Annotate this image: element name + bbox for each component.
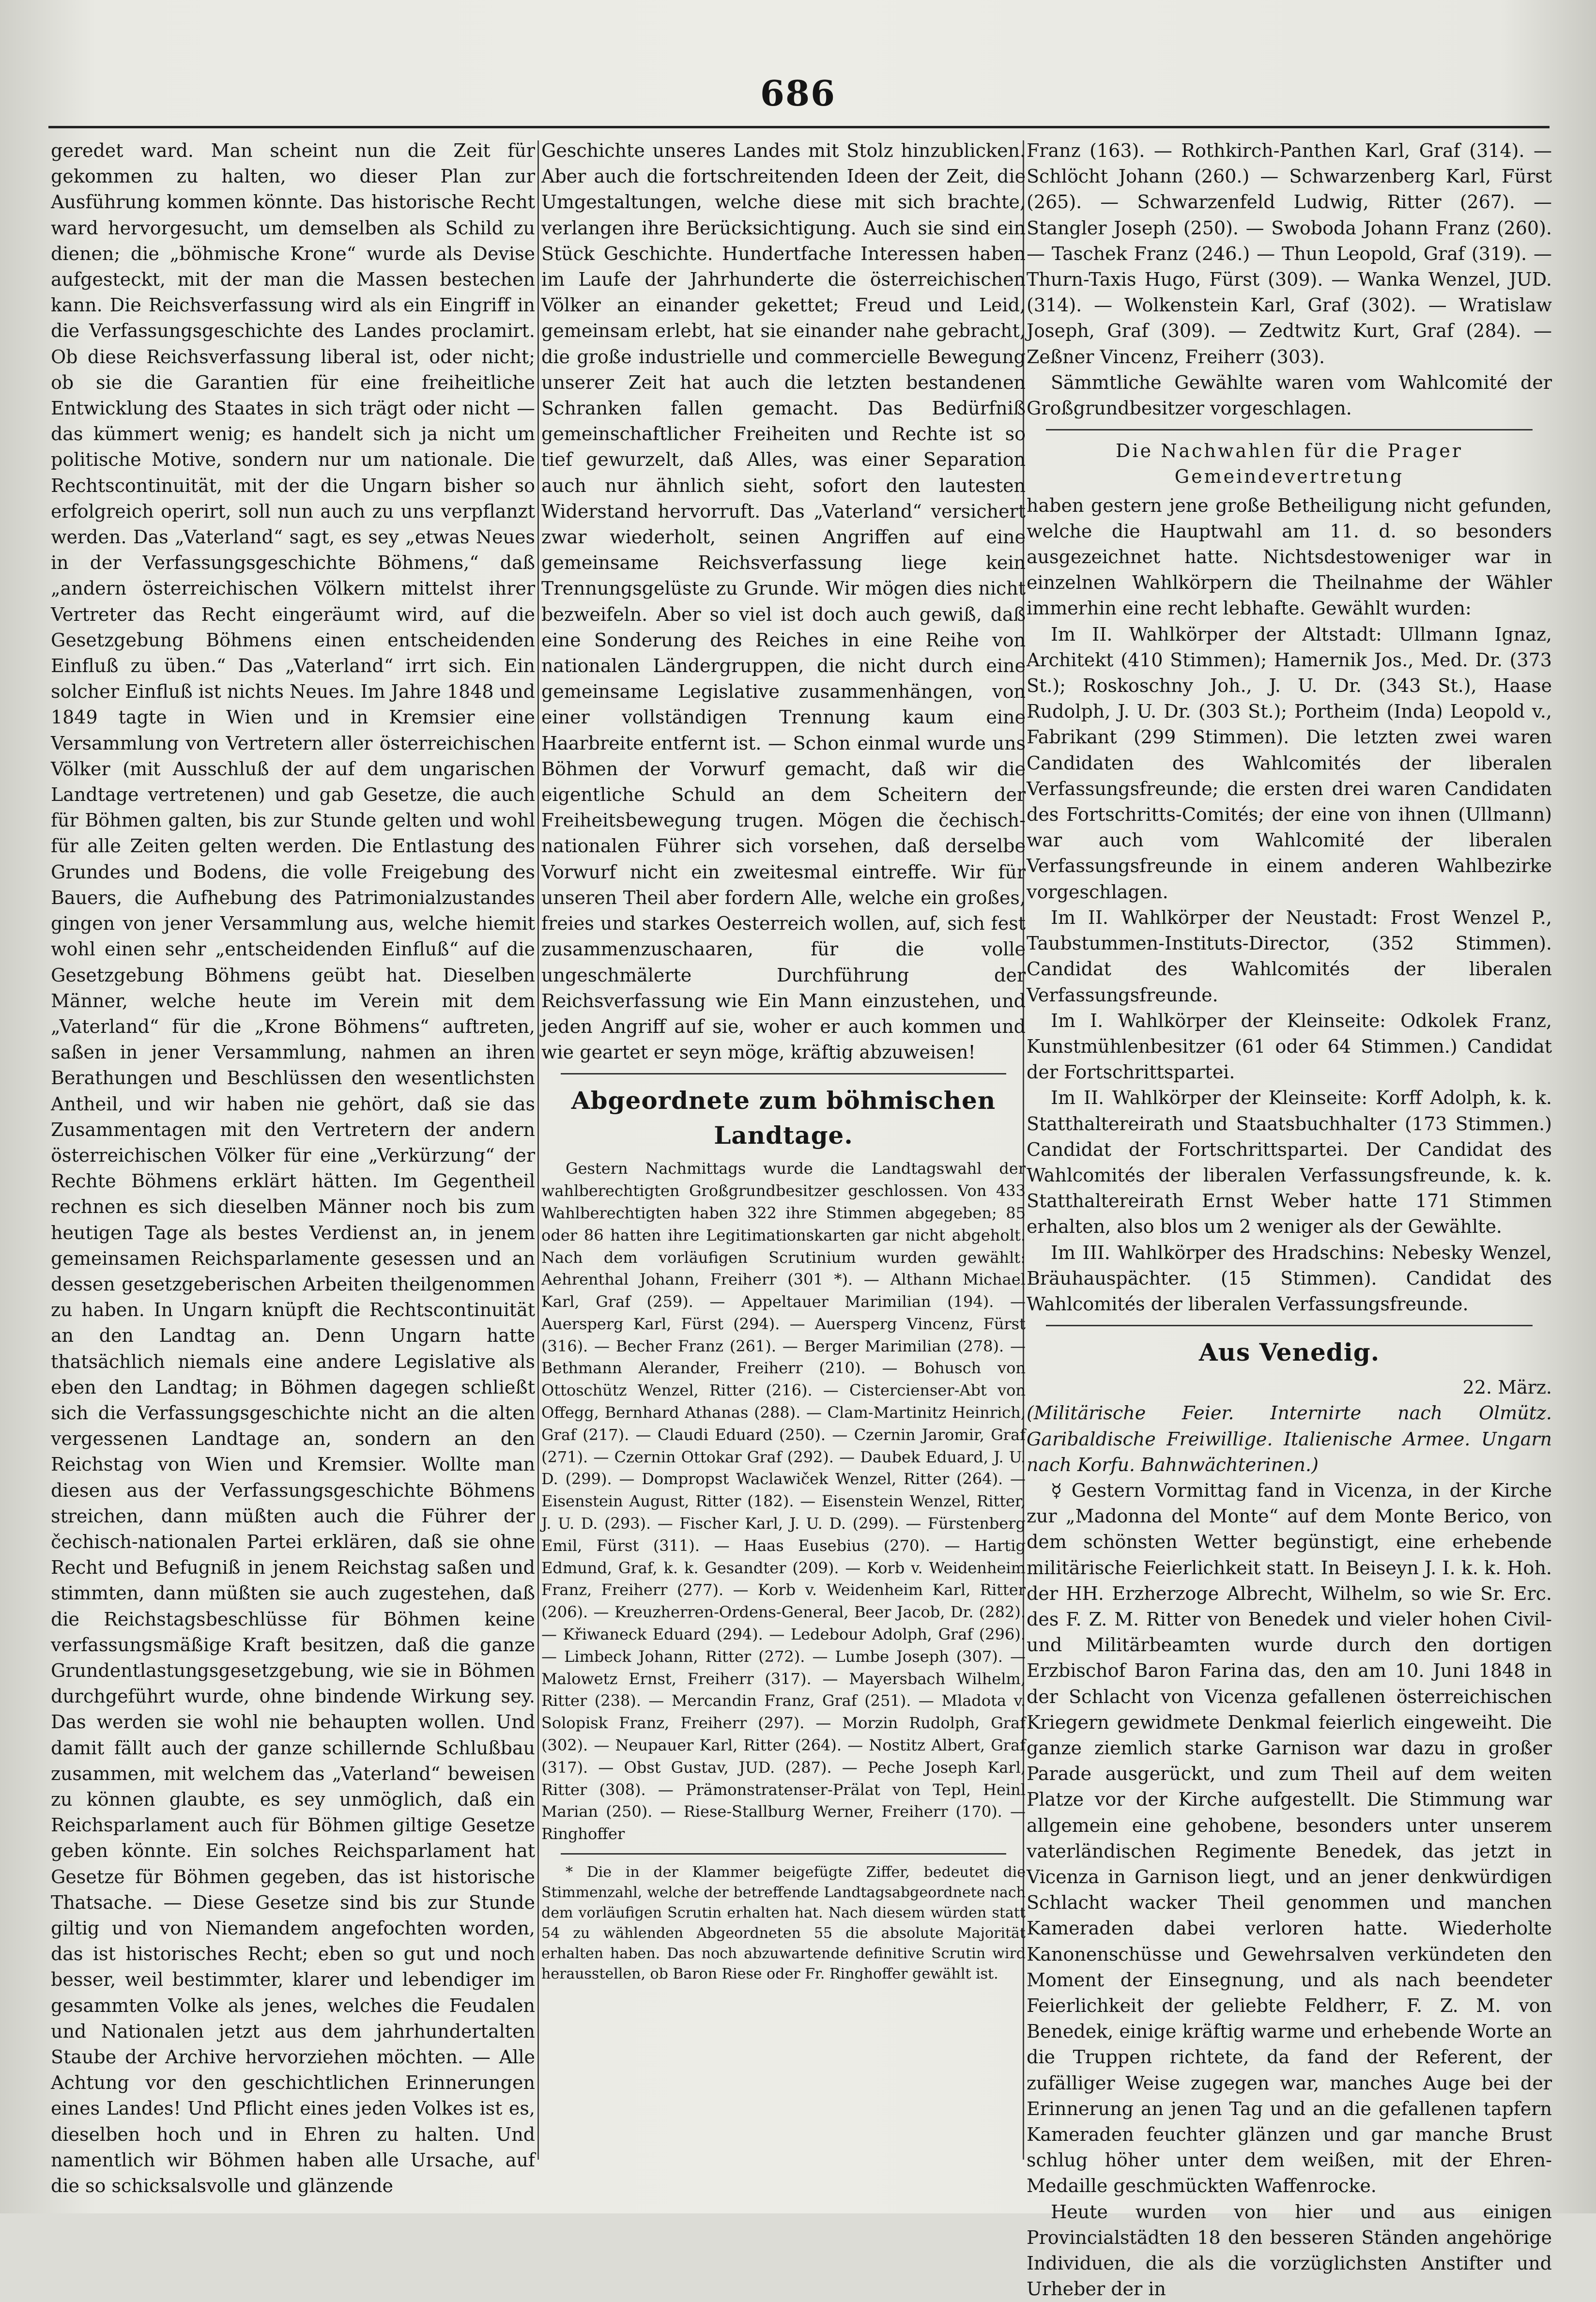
page-number: 686	[760, 73, 836, 114]
footnote-separator	[561, 1853, 1006, 1855]
column-divider-1	[537, 140, 539, 2160]
venedig-headline: Aus Venedig.	[1198, 1338, 1380, 1367]
column-3	[1027, 138, 1552, 2300]
column-2	[541, 138, 1026, 2181]
article-paragraph: Geschichte unseres Landes mit Stolz hinzublicken. Aber auch die fortschreitenden Ideen der Zeit, die Umgestaltungen, welche diese mit sich brachte, verlangen ihre Berücksichtigung. Auch sie sind ein Stück Geschichte. Hundertfache Interessen haben im Laufe der Jahrhunderte die österreichischen Völker an einander gekettet; Freud und Leid, gemeinsam erlebt, hat sie einander nahe gebracht, die große industrielle und commercielle Bewegung unserer Zeit hat auch die letzten bestandenen Schranken fallen gemacht. Das Bedürfniß gemeinschaftlicher Freiheiten und Rechte ist so tief gewurzelt, daß Alles, was einer Separation auch nur ähnlich sieht, sofort den lautesten Widerstand hervorruft. Das „Vaterland“ versichert zwar wiederholt, seinen Angriffen auf eine gemeinsame Reichsverfassung liege kein Trennungsgelüste zu Grunde. Wir mögen dies nicht bezweifeln. Aber so viel ist doch auch gewiß, daß eine Sonderung des Reiches in eine Reihe von nationalen Ländergruppen, die nicht durch eine gemeinsame Legislative zusammenhängen, von einer vollständigen Trennung kaum eine Haarbreite entfernt ist. — Schon einmal wurde uns Böhmen der Vorwurf gemacht, daß wir die eigentliche Schuld an dem Scheitern der Freiheitsbewegung trugen. Mögen die čechisch-nationalen Führer sich vorsehen, daß derselbe Vorwurf nicht ein zweitesmal eintreffe. Wir für unseren Theil aber fordern Alle, welche ein großes, freies und starkes Oesterreich wollen, auf, sich fest zusammenzuschaaren, für die volle ungeschmälerte Durchführung der Reichsverfassung wie Ein Mann einzustehen, und jeden Angriff auf sie, woher er auch kommen und wie geartet er seyn möge, kräftig abzuweisen!	[541, 140, 1026, 1063]
nachwahlen-subhead: Die Nachwahlen für die Prager Gemeindevertretung	[1116, 440, 1463, 488]
nachwahlen-paragraph: Im I. Wahlkörper der Kleinseite: Odkolek Franz, Kunstmühlenbesitzer (61 oder 64 Stimmen.) Candidat der Fortschrittspartei.	[1027, 1010, 1552, 1083]
landtag-headline: Abgeordnete zum böhmischen Landtage.	[571, 1086, 996, 1150]
section-separator	[1046, 429, 1533, 430]
nachwahlen-paragraph: Im II. Wahlkörper der Neustadt: Frost Wenzel P., Taubstummen-Instituts-Director, (352 Stimmen). Candidat des Wahlcomités der liberalen Verfassungsfreunde.	[1027, 906, 1552, 1006]
venedig-paragraph: Heute wurden von hier und aus einigen Provincialstädten 18 den besseren Ständen angehörige Individuen, die als die vorzüglichsten Anstifter und Urheber der in	[1027, 2201, 1552, 2300]
section-separator	[561, 1073, 1006, 1074]
venedig-paragraph: ☿ Gestern Vormittag fand in Vicenza, in der Kirche zur „Madonna del Monte“ auf dem Monte Berico, von dem schönsten Wetter begünstigt, eine erhebende militärische Feierlichkeit statt. In Beiseyn J. I. k. k. Hoh. der HH. Erzherzoge Albrecht, Wilhelm, so wie Sr. Erc. des F. Z. M. Ritter von Benedek und vieler hohen Civil- und Militärbeamten wurde durch den dortigen Erzbischof Baron Farina das, den am 10. Juni 1848 in der Schlacht von Vicenza gefallenen österreichischen Kriegern gewidmete Denkmal feierlich eingeweiht. Die ganze ziemlich starke Garnison war dazu in großer Parade ausgerückt, und zum Theil auf dem weiten Platze vor der Kirche aufgestellt. Die Stimmung war allgemein eine gehobene, besonders unter unserem vaterländischen Regimente Benedek, das jetzt in Vicenza in Garnison liegt, und an jener denkwürdigen Schlacht wacker Theil genommen und manchen Kameraden dabei verloren hatte. Wiederholte Kanonenschüsse und Gewehrsalven verkündeten den Moment der Einsegnung, und als nach beendeter Feierlichkeit der geliebte Feldherr, F. Z. M. von Benedek, einige kräftig warme und erhebende Worte an die Truppen richtete, da fand der Referent, der zufälliger Weise zugegen war, manches Auge bei der Erinnerung an jenen Tag und an die gefallenen tapfern Kameraden feuchter glänzen und gar manche Brust schlug höher unter dem weißen, mit der Ehren-Medaille geschmückten Waffenrocke.	[1027, 1479, 1552, 2197]
election-list-continuation: Franz (163). — Rothkirch-Panthen Karl, Graf (314). — Schlöcht Johann (260.) — Schwarzenberg Karl, Fürst (265). — Schwarzenfeld Ludwig, Ritter (267). — Stangler Joseph (250). — Swoboda Johann Franz (260). — Taschek Franz (246.) — Thun Leopold, Graf (319). — Thurn-Taxis Hugo, Fürst (309). — Wanka Wenzel, JUD. (314). — Wolkenstein Karl, Graf (302). — Wratislaw Joseph, Graf (309). — Zedtwitz Kurt, Graf (284). — Zeßner Vincenz, Freiherr (303).	[1027, 140, 1552, 368]
footnote: * Die in der Klammer beigefügte Ziffer, bedeutet die Stimmenzahl, welche der betreffende Landtagsabgeordnete nach dem vorläufigen Scrutin erhalten hat. Nach diesem würden statt 54 zu wählenden Abgeordneten 55 die absolute Majorität erhalten haben. Das noch abzuwartende definitive Scrutin wird herausstellen, ob Baron Riese oder Fr. Ringhoffer gewählt ist.	[541, 1864, 1026, 1983]
landtag-election-list: Gestern Nachmittags wurde die Landtagswahl der wahlberechtigten Großgrundbesitzer geschlossen. Von 433 Wahlberechtigten haben 322 ihre Stimmen abgegeben; 85 oder 86 hatten ihre Legitimationskarten gar nicht abgeholt. Nach dem vorläufigen Scrutinium wurden gewählt: Aehrenthal Johann, Freiherr (301 *). — Althann Michael Karl, Graf (259). — Appeltauer Marimilian (194). — Auersperg Karl, Fürst (294). — Auersperg Vincenz, Fürst (316). — Becher Franz (261). — Berger Marimilian (278). — Bethmann Alerander, Freiherr (210). — Bohusch von Ottoschütz Wenzel, Ritter (216). — Cistercienser-Abt von Offegg, Bernhard Athanas (288). — Clam-Martinitz Heinrich, Graf (217). — Claudi Eduard (250). — Czernin Jaromir, Graf (271). — Czernin Ottokar Graf (292). — Daubek Eduard, J. U. D. (299). — Dompropst Waclawiček Wenzel, Ritter (264). — Eisenstein August, Ritter (182). — Eisenstein Wenzel, Ritter, J. U. D. (293). — Fischer Karl, J. U. D. (299). — Fürstenberg Emil, Fürst (311). — Haas Eusebius (270). — Hartig Edmund, Graf, k. k. Gesandter (209). — Korb v. Weidenheim Franz, Freiherr (277). — Korb v. Weidenheim Karl, Ritter (206). — Kreuzherren-Ordens-General, Beer Jacob, Dr. (282). — Křiwaneck Eduard (294). — Ledebour Adolph, Graf (296). — Limbeck Johann, Ritter (272). — Lumbe Joseph (307). — Malowetz Ernst, Freiherr (317). — Mayersbach Wilhelm, Ritter (238). — Mercandin Franz, Graf (251). — Mladota v. Solopisk Franz, Freiherr (297). — Morzin Rudolph, Graf (302). — Neupauer Karl, Ritter (264). — Nostitz Albert, Graf (317). — Obst Gustav, JUD. (287). — Peche Joseph Karl, Ritter (308). — Prämonstratenser-Prälat von Tepl, Heinl Marian (250). — Riese-Stallburg Werner, Freiherr (170). — Ringhoffer	[541, 1159, 1026, 1843]
article-summary: (Militärische Feier. Internirte nach Olmütz. Garibaldische Freiwillige. Italienische Armee. Ungarn nach Korfu. Bahnwächterinen.)	[1027, 1402, 1552, 1475]
nachwahlen-paragraph: Im II. Wahlkörper der Kleinseite: Korff Adolph, k. k. Statthaltereirath und Staatsbuchhalter (173 Stimmen.) Candidat der Fortschrittspartei. Der Candidat des Wahlcomités der liberalen Verfassungsfreunde, k. k. Statthaltereirath Ernst Weber hatte 171 Stimmen erhalten, also blos um 2 weniger als der Gewählte.	[1027, 1087, 1552, 1238]
column-1	[51, 138, 535, 2197]
nachwahlen-paragraph: Im II. Wahlkörper der Altstadt: Ullmann Ignaz, Architekt (410 Stimmen); Hamernik Jos., Med. Dr. (373 St.); Roskoschny Joh., J. U. Dr. (343 St.), Haase Rudolph, J. U. Dr. (303 St.); Portheim (Inda) Leopold v., Fabrikant (299 Stimmen). Die letzten zwei waren Candidaten des Wahlcomités der liberalen Verfassungsfreunde; die ersten drei waren Candidaten des Fortschritts-Comités; der eine von ihnen (Ullmann) war auch vom Wahlcomité der liberalen Verfassungsfreunde in einem anderen Wahlbezirke vorgeschlagen.	[1027, 623, 1552, 903]
dateline: 22. März.	[1462, 1377, 1552, 1398]
header-rule	[48, 126, 1550, 128]
nachwahlen-paragraph: Im III. Wahlkörper des Hradschins: Nebesky Wenzel, Bräuhauspächter. (15 Stimmen). Candidat des Wahlcomités der liberalen Verfassungsfreunde.	[1027, 1242, 1552, 1315]
section-separator	[1046, 1325, 1533, 1326]
election-note: Sämmtliche Gewählte waren vom Wahlcomité der Großgrundbesitzer vorgeschlagen.	[1027, 371, 1552, 419]
article-paragraph: geredet ward. Man scheint nun die Zeit für gekommen zu halten, wo dieser Plan zur Ausführung kommen könnte. Das historische Recht ward hervorgesucht, um demselben als Schild zu dienen; die „böhmische Krone“ wurde als Devise aufgesteckt, mit der man die Massen bestechen kann. Die Reichsverfassung wird als ein Eingriff in die Verfassungsgeschichte des Landes proclamirt. Ob diese Reichsverfassung liberal ist, oder nicht; ob sie die Garantien für eine freiheitliche Entwicklung des Staates in sich trägt oder nicht — das kümmert wenig; es handelt sich ja nicht um politische Motive, sondern nur um nationale. Die Rechtscontinuität, mit der die Ungarn bisher so erfolgreich operirt, soll nun auch zu uns verpflanzt werden. Das „Vaterland“ sagt, es sey „etwas Neues in der Verfassungsgeschichte Böhmens,“ daß „andern österreichischen Völkern mittelst ihrer Vertreter das Recht eingeräumt wird, auf die Gesetzgebung Böhmens einen entscheidenden Einfluß zu üben.“ Das „Vaterland“ irrt sich. Ein solcher Einfluß ist nichts Neues. Im Jahre 1848 und 1849 tagte in Wien und in Kremsier eine Versammlung von Vertretern aller österreichischen Völker (mit Ausschluß der auf dem ungarischen Landtage vertretenen) und gab Gesetze, die auch für Böhmen galten, bis zur Stunde gelten und wohl für alle Zeiten gelten werden. Die Entlastung des Grundes und Bodens, die volle Freigebung des Bauers, die Aufhebung des Patrimonialzustandes gingen von jener Versammlung aus, welche hiemit wohl einen sehr „entscheidenden Einfluß“ auf die Gesetzgebung Böhmens geübt hat. Dieselben Männer, welche heute im Verein mit dem „Vaterland“ für die „Krone Böhmens“ auftreten, saßen in jener Versammlung, nahmen an ihren Berathungen und Beschlüssen den wesentlichsten Antheil, und wir haben nie gehört, daß sie das Zusammentagen mit den Vertretern der andern österreichischen Völker für eine „Verkürzung“ der Rechte Böhmens erklärt hätten. Im Gegentheil rechnen es sich dieselben Männer noch bis zum heutigen Tage als bestes Verdienst an, in jenem gemeinsamen Reichsparlamente gesessen und an dessen gesetzgeberischen Arbeiten theilgenommen zu haben. In Ungarn knüpft die Rechtscontinuität an den Landtag an. Denn Ungarn hatte thatsächlich niemals eine andere Legislative als eben den Landtag; in Böhmen dagegen schließt sich die Verfassungsgeschichte nicht an die alten vergessenen Landtage an, sondern an den Reichstag von Wien und Kremsier. Wollte man diesen aus der Verfassungsgeschichte Böhmens streichen, dann müßten auch die Führer der čechisch-nationalen Partei erklären, daß sie ohne Recht und Befugniß in jenem Reichstag saßen und stimmten, dann müßten sie auch zugestehen, daß die Reichstagsbeschlüsse für Böhmen keine verfassungsmäßige Kraft besitzen, daß die ganze Grundentlastungsgesetzgebung, wie sie in Böhmen durchgeführt wurde, ohne bindende Wirkung sey. Das werden sie wohl nie behaupten wollen. Und damit fällt auch der ganze schillernde Schlußbau zusammen, mit welchem das „Vaterland“ beweisen zu können glaubte, es sey unmöglich, daß ein Reichsparlament auch für Böhmen giltige Gesetze geben könnte. Ein solches Reichsparlament hat Gesetze für Böhmen gegeben, das ist historische Thatsache. — Diese Gesetze sind bis zur Stunde giltig und von Niemandem angefochten worden, das ist historisches Recht; eben so gut und noch besser, weil bestimmter, klarer und lebendiger im gesammten Volke als jenes, welches die Feudalen und Nationalen jetzt aus dem jahrhundertalten Staube der Archive hervorziehen möchten. — Alle Achtung vor den geschichtlichen Erinnerungen eines Landes! Und Pflicht eines jeden Volkes ist es, dieselben hoch und in Ehren zu halten. Und namentlich wir Böhmen haben alle Ursache, auf die so schicksalsvolle und glänzende	[51, 140, 535, 2197]
nachwahlen-paragraph: haben gestern jene große Betheiligung nicht gefunden, welche die Hauptwahl am 11. d. so besonders ausgezeichnet hatte. Nichtsdestoweniger war in einzelnen Wahlkörpern die Theilnahme der Wähler immerhin eine recht lebhafte. Gewählt wurden:	[1027, 494, 1552, 619]
